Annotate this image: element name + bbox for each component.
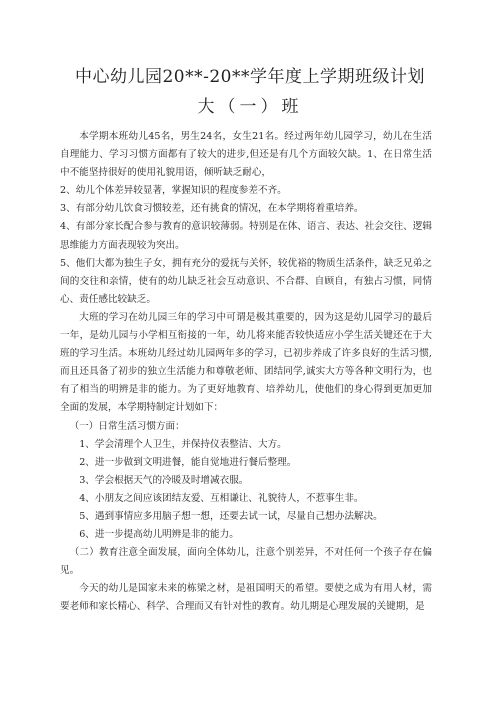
- paragraph-point-2: 2、幼儿个体差异较显著，掌握知识的程度参差不齐。: [60, 185, 287, 197]
- document-subtitle: 大（一）班: [197, 97, 303, 117]
- habit-item-4: 4、小朋友之间应该团结友爱、互相谦让、礼貌待人，不惹事生非。: [79, 492, 364, 504]
- paragraph-education-intro: 今天的幼儿是国家未来的栋梁之材，是祖国明天的希望。要使之成为有用人材，需要老师和家长精心、科学、合理而又有针对性的教育。幼儿期是心理发展的关键期，是: [60, 583, 432, 613]
- paragraph-point-4: 4、有部分家长配合参与教育的意识较薄弱。特别是在体、语言、表达、社会交往、逻辑思维能力方面表现较为突出。: [60, 221, 432, 251]
- habit-item-1: 1、学会清理个人卫生，并保持仪表整洁、大方。: [79, 438, 287, 450]
- paragraph-point-5: 5、他们大都为独生子女，拥有充分的爱抚与关怀，较优裕的物质生活条件，缺乏兄弟之间的交往和亲情，使有的幼儿缺乏社会互动意识、不合群、自顾自，有独占习惯，同情心、责任感比较缺乏。: [60, 257, 432, 305]
- habit-item-2: 2、进一步做到文明进餐，能自觉地进行餐后整理。: [79, 456, 297, 468]
- paragraph-class-overview: 本学期本班幼儿45名，男生24名，女生21名。经过两年幼儿园学习，幼儿在生活自理能力、学习习惯方面都有了较大的进步,但还是有几个方面较欠缺。1、在日常生活中不能坚持很好的使用礼貌用语，倾听缺乏耐心，: [60, 131, 432, 179]
- section-heading-education: （二）教育注意全面发展，面向全体幼儿，注意个别差异，不对任何一个孩子存在偏见。: [60, 547, 432, 577]
- paragraph-senior-class: 大班的学习在幼儿园三年的学习中可谓是极其重要的，因为这是幼儿园学习的最后一年，是幼儿园与小学相互衔接的一年，幼儿将来能否较快适应小学生活关键还在于大班的学习生活。本班幼儿经过幼儿园两年多的学习，已初步养成了许多良好的生活习惯,而且还具备了初步的独立生活能力和尊敬老师、团结同学,诚实大方等各种文明行为，也有了相当的明辨是非的能力。为了更好地教育、培养幼儿，使他们的身心得到更加更加全面的发展，本学期特制定计划如下：: [60, 311, 432, 414]
- paragraph-point-3: 3、有部分幼儿饮食习惯较差，还有挑食的情况，在本学期将着重培养。: [60, 203, 364, 215]
- document-title: 中心幼儿园20**-20**学年度上学期班级计划: [74, 67, 425, 87]
- document-body: [60, 128, 432, 617]
- habit-item-3: 3、学会根据天气的冷暖及时增减衣服。: [79, 474, 249, 486]
- section-heading-daily-habits: （一）日常生活习惯方面：: [69, 420, 185, 432]
- habit-item-6: 6、进一步提高幼儿明辨是非的能力。: [79, 529, 239, 541]
- habit-item-5: 5、遇到事情应多用脑子想一想，还要去试一试，尽量自己想办法解决。: [79, 510, 383, 522]
